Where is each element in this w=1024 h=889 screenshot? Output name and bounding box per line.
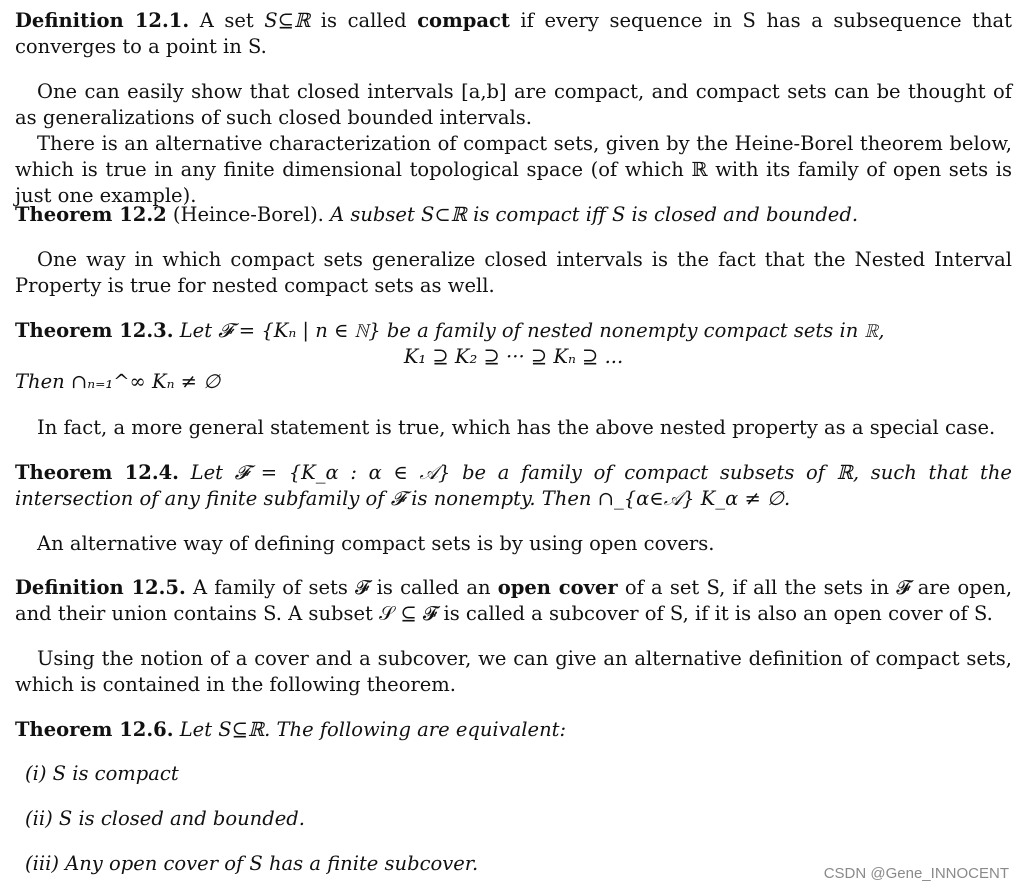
definition-text-pre: A family of sets 𝓕 is called an [185,576,498,599]
paragraph-nested-interval: One way in which compact sets generalize closed intervals is the fact that the Nested Interval Property is true for nested compact sets as well. [15,248,1012,297]
list-item: (iii) Any open cover of S has a finite subcover. [25,852,479,875]
paragraph-closed-intervals: One can easily show that closed intervals [a,b] are compact, and compact sets can be thought of as generalizations of such closed bounded intervals. [15,80,1012,129]
definition-text-mid: is called [310,9,418,32]
theorem-label: Theorem 12.2 [15,203,167,226]
definition-label: Definition 12.5. [15,576,186,599]
definition-label: Definition 12.1. [15,9,190,32]
paragraph-cover-subcover: Using the notion of a cover and a subcover, we can give an alternative definition of compact sets, which is contained in the following theorem. [15,647,1012,696]
theorem-12-6 [15,717,1012,743]
theorem-12-3 [15,318,1012,344]
theorem-name: (Heince-Borel). [166,203,324,226]
list-item: (i) S is compact [25,762,179,785]
theorem-statement: Let 𝓕 = {Kₙ | n ∈ ℕ} be a family of nested nonempty compact sets in ℝ, [173,319,885,342]
paragraph-alternative-characterization: There is an alternative characterization of compact sets, given by the Heine-Borel theorem below, which is true in any finite dimensional topological space (of which ℝ with its family of open sets is just one example). [15,132,1012,207]
theorem-conclusion: Then ∩ₙ₌₁^∞ Kₙ ≠ ∅ [15,370,221,393]
theorem-statement: A subset S⊂ℝ is compact iff S is closed and bounded. [323,203,859,226]
definition-text-pre: A set [189,9,265,32]
theorem-12-4 [15,460,1012,512]
definition-12-1 [15,8,1012,60]
nested-chain-formula: K₁ ⊇ K₂ ⊇ ··· ⊇ Kₙ ⊇ ... [403,345,624,368]
nested-set-chain [15,344,1012,370]
theorem-statement: Let S⊆ℝ. The following are equivalent: [173,718,567,741]
definition-term: compact [417,9,510,32]
definition-term: open cover [497,576,618,599]
theorem-12-2 [15,202,1012,228]
theorem-label: Theorem 12.6. [15,718,174,741]
theorem-statement: Let 𝓕 = {K_α : α ∈ 𝒜} be a family of compact subsets of ℝ, such that the intersection of any finite subfamily of 𝓕 is nonempty. Then ∩_{α∈𝒜} K_α ≠ ∅. [15,461,1012,510]
theorem-label: Theorem 12.3. [15,319,174,342]
list-item: (ii) S is closed and bounded. [25,807,305,830]
definition-12-5 [15,575,1012,627]
paragraph-general-statement: In fact, a more general statement is true, which has the above nested property as a special case. [37,416,996,439]
theorem-label: Theorem 12.4. [15,461,179,484]
definition-text-post: if every sequence in S has a subsequence that converges to a point in S. [15,9,1013,58]
theorem-12-3-conclusion [15,369,1012,395]
definition-text-post: of a set S, if all the sets in 𝓕 are open, and their union contains S. A subset 𝒮 ⊆ 𝓕 is called a subcover of S, if it is also an open cover of S. [15,576,1013,625]
paragraph-open-covers: An alternative way of defining compact sets is by using open covers. [37,532,715,555]
definition-set: S⊆ℝ [264,9,311,32]
watermark: CSDN @Gene_INNOCENT [823,865,1009,882]
